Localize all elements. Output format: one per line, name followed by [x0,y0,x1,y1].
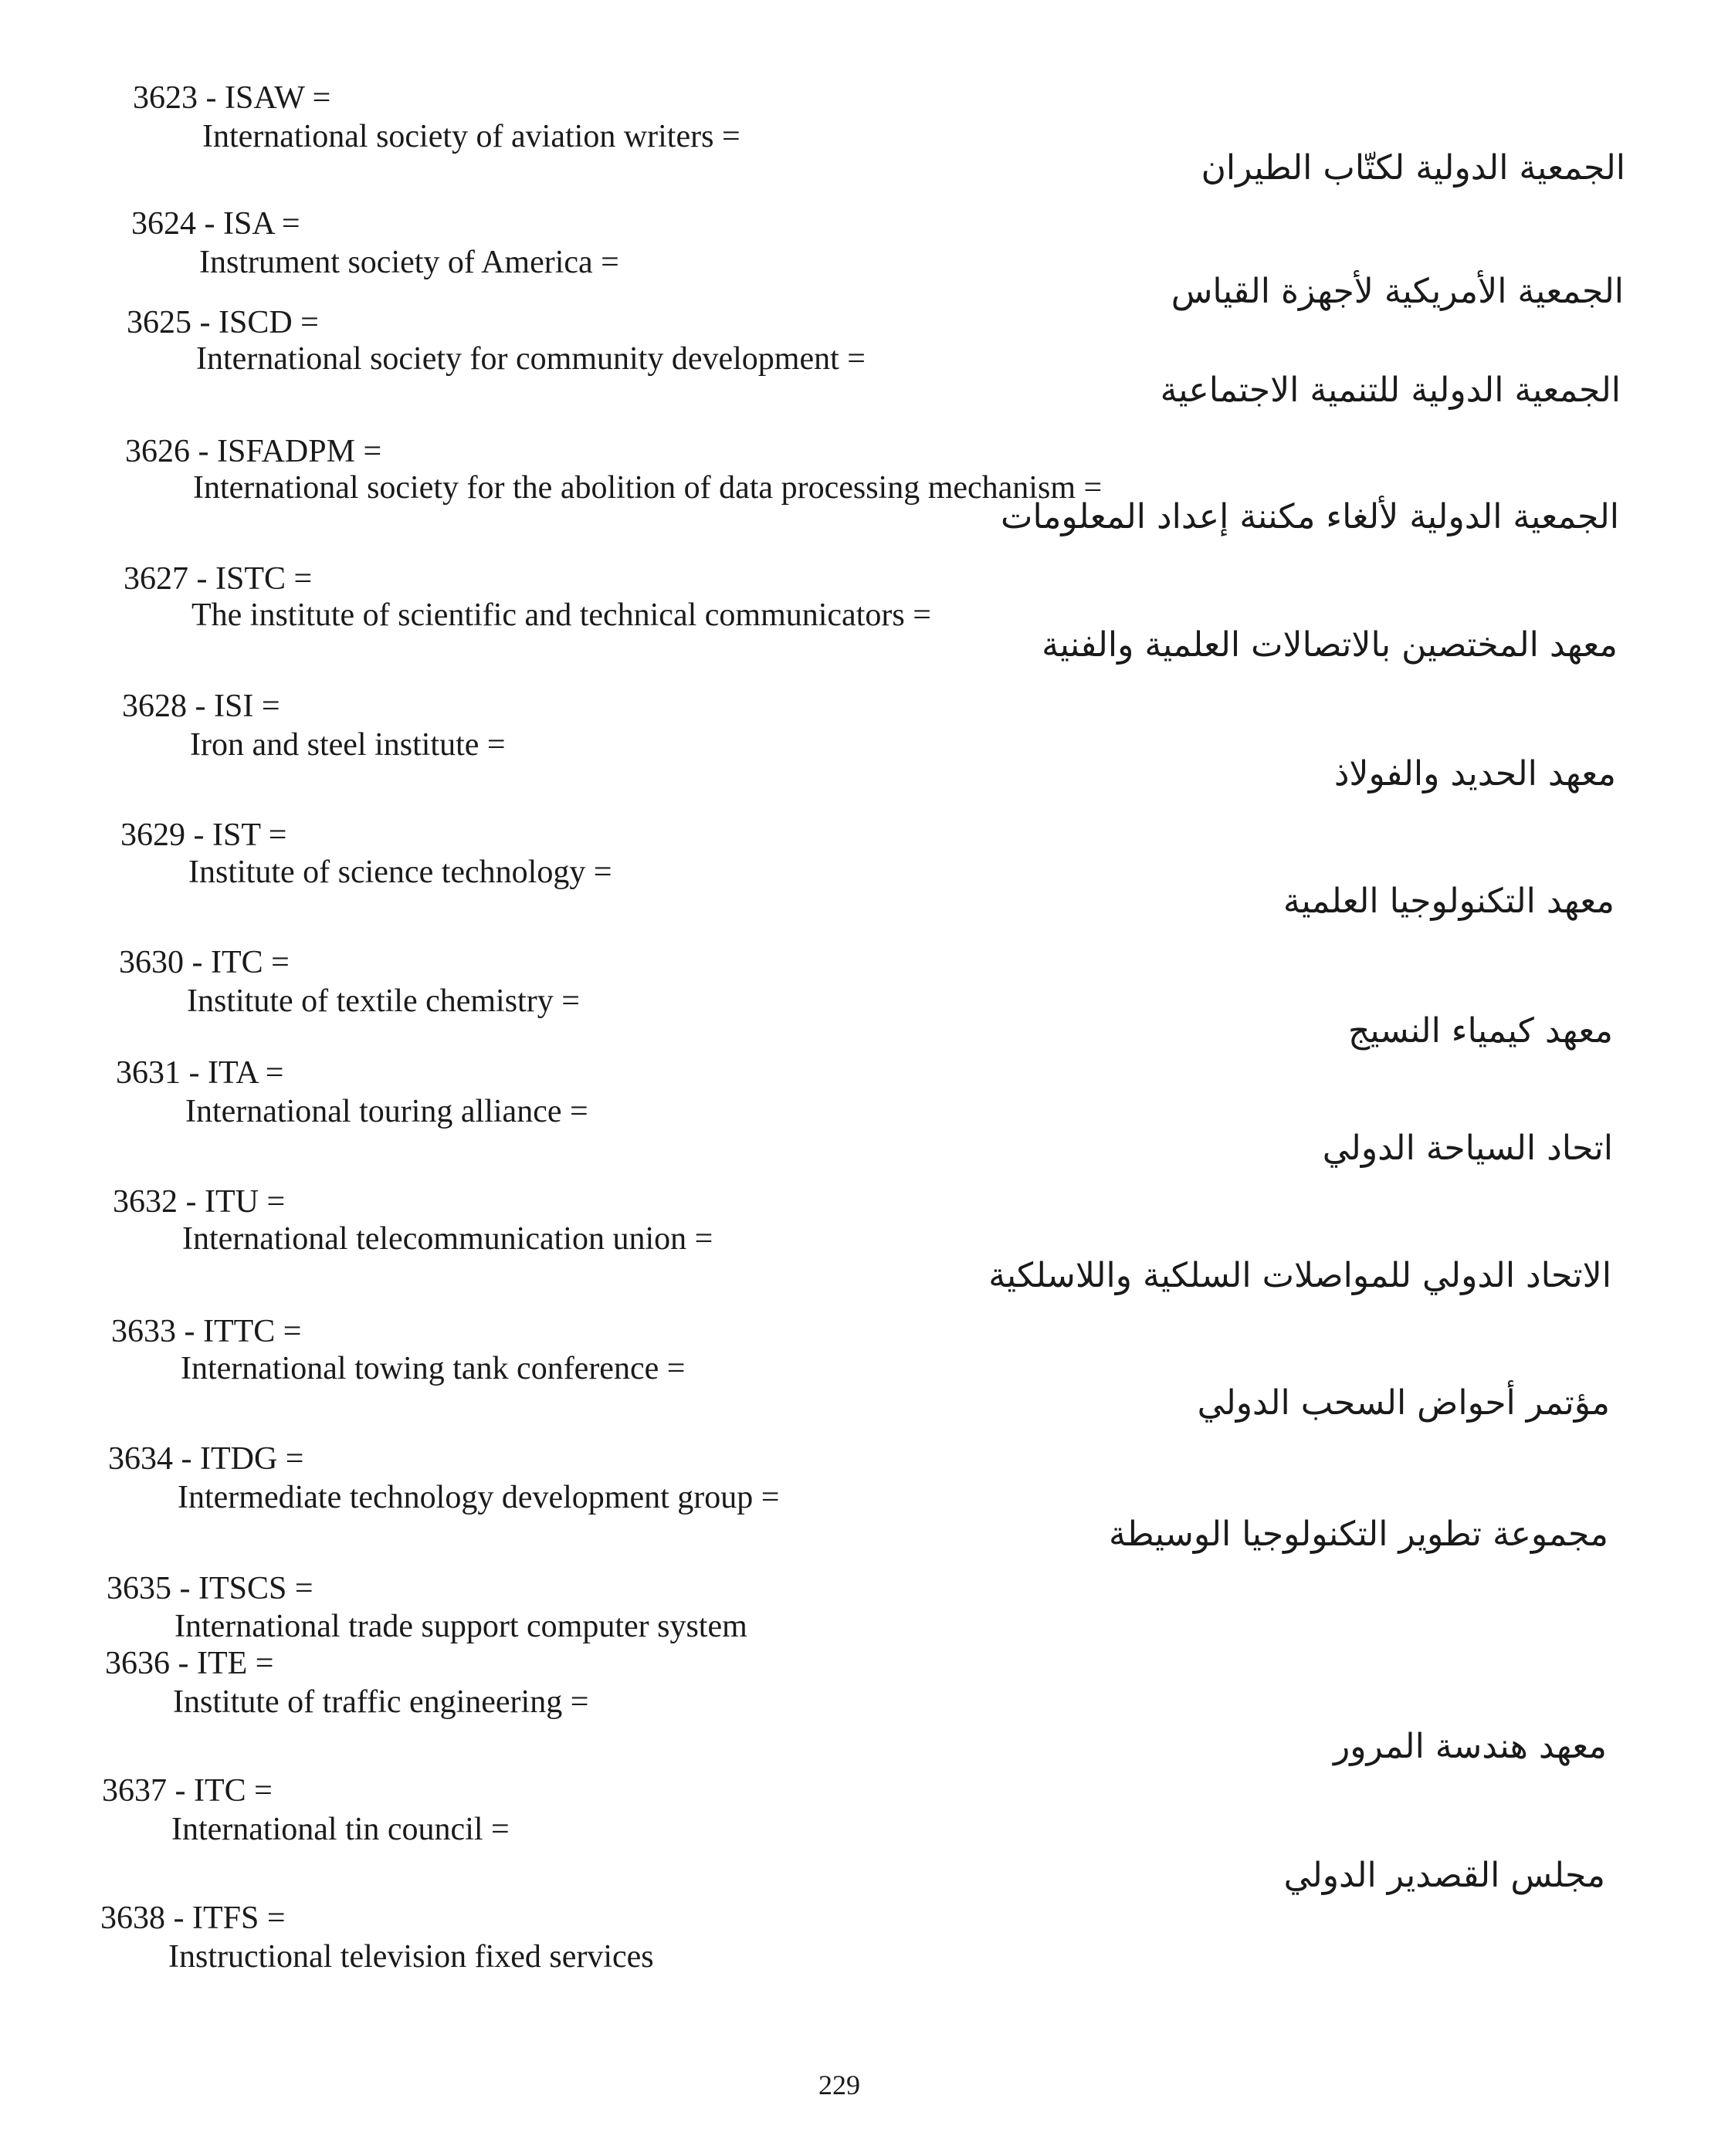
entry-arabic: الجمعية الدولية لكتّاب الطيران [1201,148,1625,188]
entry-code: 3629 - IST = [120,817,287,853]
entry-arabic: مؤتمر أحواض السحب الدولي [1197,1383,1610,1423]
entry-arabic: مجلس القصدير الدولي [1283,1856,1605,1895]
entry-code: 3636 - ITE = [105,1646,274,1681]
entry-english: International towing tank conference = [181,1351,686,1386]
entry-arabic: معهد المختصين بالاتصالات العلمية والفنية [1042,625,1618,665]
entry-english: International society for the abolition of data processing mechanism = [193,470,1103,506]
entry-english: Institute of science technology = [188,855,612,890]
entry-code: 3631 - ITA = [116,1055,284,1091]
entry-code: 3634 - ITDG = [108,1441,304,1477]
entry-english: International trade support computer system [175,1609,747,1644]
entry-english: International telecommunication union = [182,1221,713,1257]
entry-arabic: الاتحاد الدولي للمواصلات السلكية واللاسلكية [988,1256,1611,1295]
entry-arabic: اتحاد السياحة الدولي [1322,1129,1613,1168]
entry-code: 3630 - ITC = [119,945,290,980]
entry-code: 3626 - ISFADPM = [125,434,382,469]
entry-english: International tin council = [171,1812,510,1847]
entry-code: 3637 - ITC = [102,1773,273,1809]
entry-english: International society for community development = [196,341,866,377]
entry-code: 3627 - ISTC = [124,561,313,597]
entry-code: 3638 - ITFS = [100,1900,286,1936]
entry-english: Intermediate technology development group = [178,1480,780,1515]
page-number: 229 [818,2070,860,2100]
entry-english: International touring alliance = [185,1094,588,1129]
entry-english: International society of aviation writers = [202,119,740,154]
entry-arabic: مجموعة تطوير التكنولوجيا الوسيطة [1109,1515,1608,1554]
entry-english: Institute of textile chemistry = [187,983,580,1019]
entry-code: 3633 - ITTC = [111,1314,302,1349]
entry-english: Instructional television fixed services [168,1939,654,1975]
entry-english: The institute of scientific and technical communicators = [191,597,931,633]
entry-arabic: الجمعية الأمريكية لأجهزة القياس [1171,272,1624,311]
entry-code: 3625 - ISCD = [127,305,319,340]
entry-arabic: الجمعية الدولية لألغاء مكننة إعداد المعلومات [1001,497,1619,536]
entry-arabic: معهد التكنولوجيا العلمية [1283,882,1615,921]
entry-arabic: الجمعية الدولية للتنمية الاجتماعية [1160,371,1621,410]
entry-english: Institute of traffic engineering = [173,1684,589,1720]
entry-arabic: معهد الحديد والفولاذ [1333,754,1616,794]
entry-code: 3624 - ISA = [131,206,300,242]
entry-english: Instrument society of America = [199,245,619,280]
entry-arabic: معهد هندسة المرور [1333,1727,1607,1766]
entry-code: 3635 - ITSCS = [107,1571,313,1606]
entry-code: 3628 - ISI = [122,689,280,724]
entry-code: 3623 - ISAW = [133,80,331,116]
entry-arabic: معهد كيمياء النسيج [1347,1011,1613,1051]
entry-english: Iron and steel institute = [190,727,506,763]
entry-code: 3632 - ITU = [113,1184,286,1220]
